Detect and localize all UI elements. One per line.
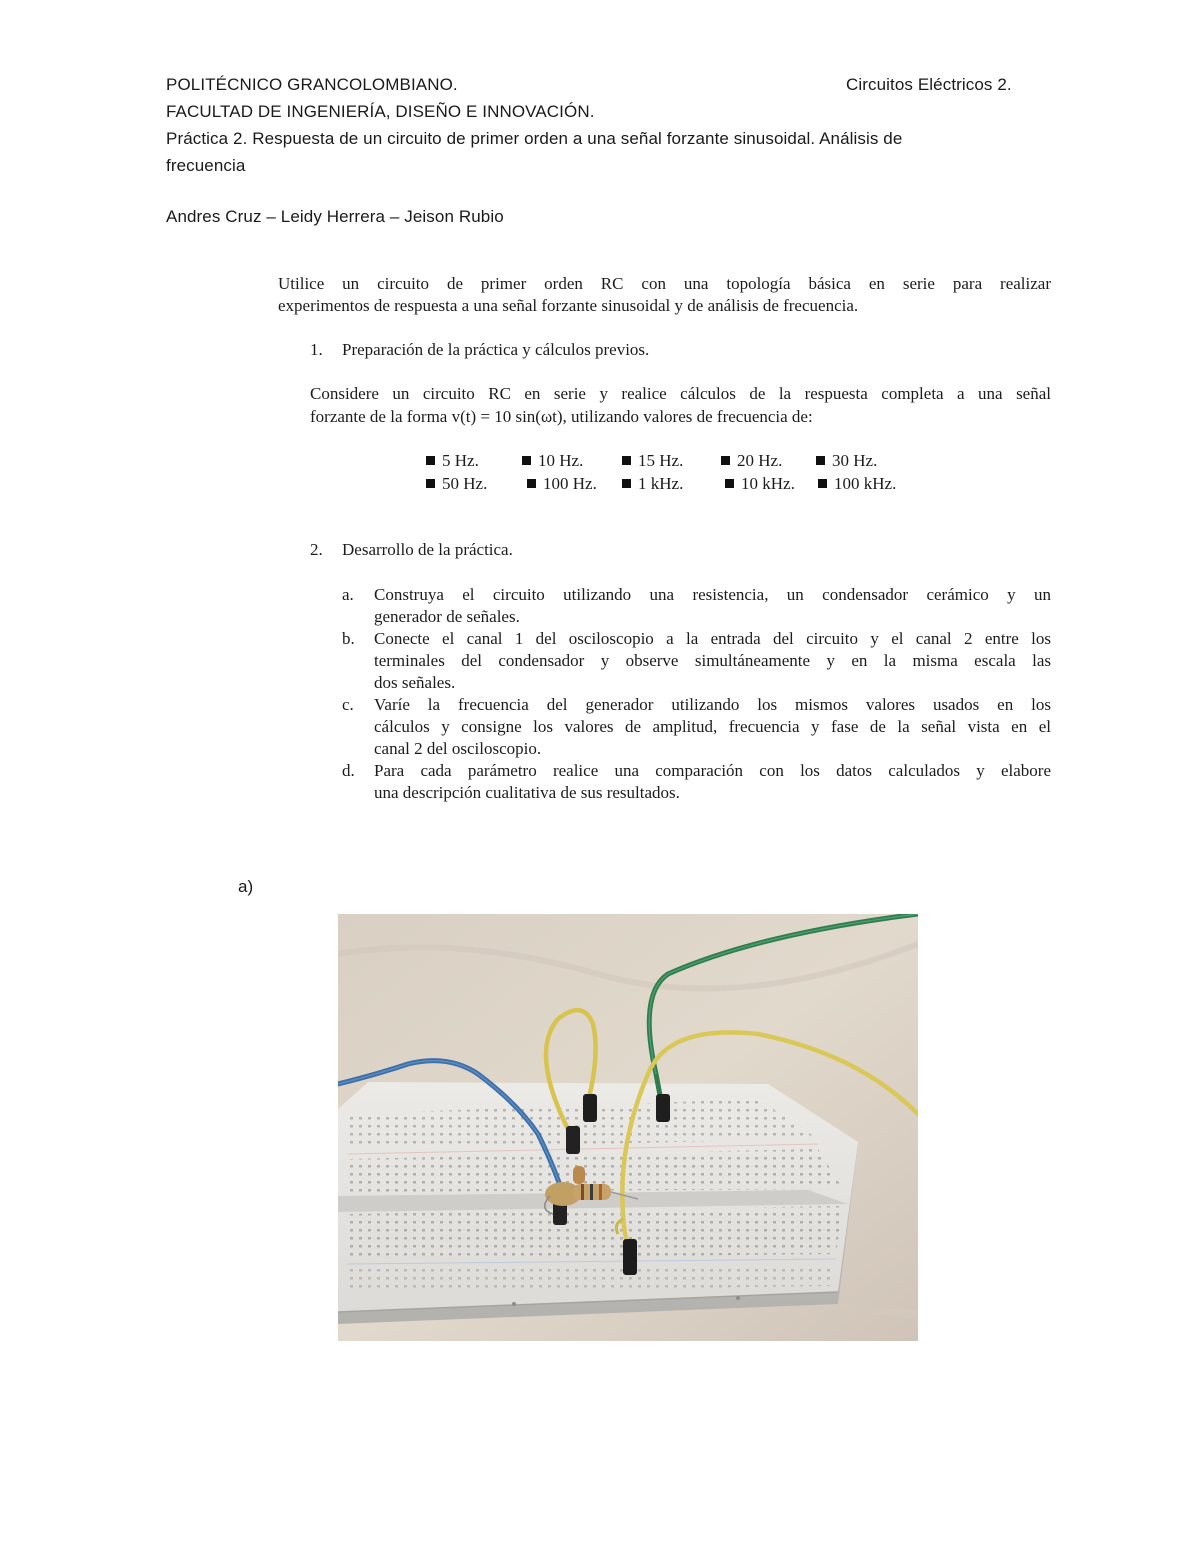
frequency-item: 10 Hz. xyxy=(522,450,583,472)
item-letter-d: d. xyxy=(342,761,355,780)
item-c-line1: Varíe la frecuencia del generador utilizando los mismos valores usados en los xyxy=(374,695,1051,714)
item-letter-b: b. xyxy=(342,629,355,648)
section2-number: 2. xyxy=(310,540,323,559)
practice-title-line2: frecuencia xyxy=(166,156,246,175)
section1-title: Preparación de la práctica y cálculos previos. xyxy=(342,340,650,359)
practice-title-line1: Práctica 2. Respuesta de un circuito de primer orden a una señal forzante sinusoidal. Análisis de xyxy=(166,129,903,148)
authors: Andres Cruz – Leidy Herrera – Jeison Rubio xyxy=(166,207,504,226)
frequency-item: 1 kHz. xyxy=(622,473,683,495)
bullet-square-icon xyxy=(522,456,531,465)
item-b-line2: terminales del condensador y observe simultáneamente y en la misma escala las xyxy=(374,651,1051,670)
frequency-item: 30 Hz. xyxy=(816,450,877,472)
item-b-line1: Conecte el canal 1 del osciloscopio a la entrada del circuito y el canal 2 entre los xyxy=(374,629,1051,648)
bullet-square-icon xyxy=(721,456,730,465)
bullet-square-icon xyxy=(426,479,435,488)
breadboard-circuit-photo xyxy=(338,914,918,1341)
section1-number: 1. xyxy=(310,340,323,359)
item-d-line2: una descripción cualitativa de sus resultados. xyxy=(374,783,680,802)
institution-name: POLITÉCNICO GRANCOLOMBIANO. xyxy=(166,75,458,94)
frequency-item: 5 Hz. xyxy=(426,450,479,472)
item-letter-a: a. xyxy=(342,585,354,604)
item-a-line2: generador de señales. xyxy=(374,607,520,626)
bullet-square-icon xyxy=(622,456,631,465)
section1-text-line2: forzante de la forma v(t) = 10 sin(ωt), utilizando valores de frecuencia de: xyxy=(310,407,813,426)
item-a-line1: Construya el circuito utilizando una resistencia, un condensador cerámico y un xyxy=(374,585,1051,604)
item-letter-c: c. xyxy=(342,695,354,714)
section2-title: Desarrollo de la práctica. xyxy=(342,540,513,559)
section1-text-line1: Considere un circuito RC en serie y realice cálculos de la respuesta completa a una señal xyxy=(310,384,1051,403)
frequency-item: 50 Hz. xyxy=(426,473,487,495)
frequency-item: 100 kHz. xyxy=(818,473,896,495)
bullet-square-icon xyxy=(622,479,631,488)
bullet-square-icon xyxy=(725,479,734,488)
frequency-item: 15 Hz. xyxy=(622,450,683,472)
bullet-square-icon xyxy=(426,456,435,465)
faculty-name: FACULTAD DE INGENIERÍA, DISEÑO E INNOVACIÓN. xyxy=(166,102,595,121)
frequency-item: 10 kHz. xyxy=(725,473,795,495)
bullet-square-icon xyxy=(818,479,827,488)
figure-label: a) xyxy=(238,877,254,896)
intro-line1: Utilice un circuito de primer orden RC con una topología básica en serie para realizar xyxy=(278,274,1051,293)
item-c-line2: cálculos y consigne los valores de amplitud, frecuencia y fase de la señal vista en el xyxy=(374,717,1051,736)
frequency-item: 20 Hz. xyxy=(721,450,782,472)
item-d-line1: Para cada parámetro realice una comparación con los datos calculados y elabore xyxy=(374,761,1051,780)
intro-line2: experimentos de respuesta a una señal forzante sinusoidal y de análisis de frecuencia. xyxy=(278,296,859,315)
item-c-line3: canal 2 del osciloscopio. xyxy=(374,739,542,758)
bullet-square-icon xyxy=(816,456,825,465)
bullet-square-icon xyxy=(527,479,536,488)
item-b-line3: dos señales. xyxy=(374,673,456,692)
frequency-item: 100 Hz. xyxy=(527,473,597,495)
course-name: Circuitos Eléctricos 2. xyxy=(846,75,1012,94)
